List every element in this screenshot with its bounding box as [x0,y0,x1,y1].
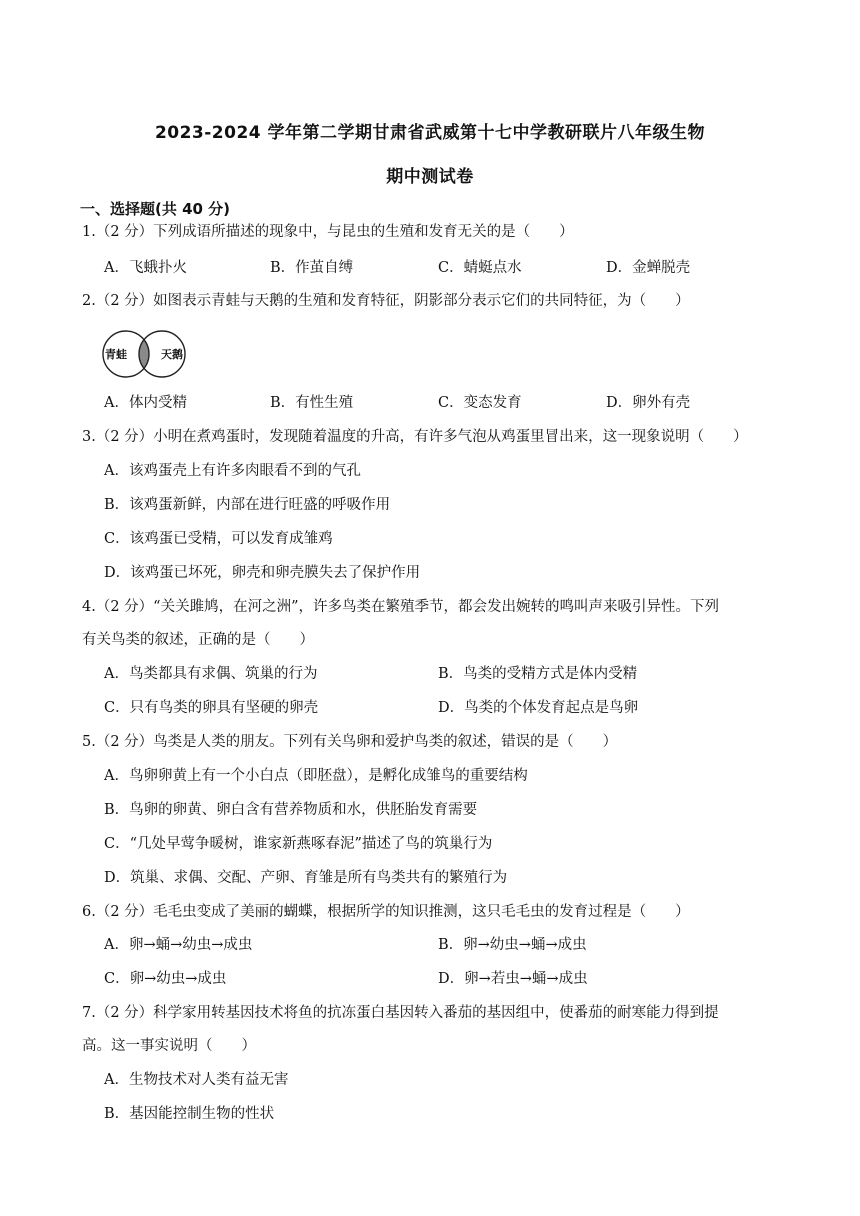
q4-option-b: B．鸟类的受精方式是体内受精 [438,666,638,682]
q7-option-a: A．生物技术对人类有益无害 [104,1072,289,1088]
q2-option-c: C．变态发育 [438,395,522,411]
q3-option-b: B．该鸡蛋新鲜，内部在进行旺盛的呼吸作用 [104,497,391,513]
q7-option-b: B．基因能控制生物的性状 [104,1106,275,1122]
question-3-stem: 3.（2 分）小明在煮鸡蛋时，发现随着温度的升高，有许多气泡从鸡蛋里冒出来，这一现象说明（ ） [82,429,748,445]
q4-option-d: D．鸟类的个体发育起点是鸟卵 [438,700,639,716]
q6-option-c: C．卵→幼虫→成虫 [104,971,227,987]
q2-option-b: B．有性生殖 [270,395,354,411]
q5-option-a: A．鸟卵卵黄上有一个小白点（即胚盘），是孵化成雏鸟的重要结构 [104,768,528,784]
q3-option-c: C．该鸡蛋已受精，可以发育成雏鸡 [104,531,333,547]
q2-option-d: D．卵外有壳 [606,395,691,411]
q3-option-d: D．该鸡蛋已坏死，卵壳和卵壳膜失去了保护作用 [104,565,421,581]
question-2-stem: 2.（2 分）如图表示青蛙与天鹅的生殖和发育特征，阴影部分表示它们的共同特征，为（ ） [82,293,690,309]
q5-option-d: D．筑巢、求偶、交配、产卵、育雏是所有鸟类共有的繁殖行为 [104,870,508,886]
q1-option-c: C．蜻蜓点水 [438,260,522,276]
question-4-stem-line2: 有关鸟类的叙述，正确的是（ ） [82,632,314,648]
question-1-stem: 1.（2 分）下列成语所描述的现象中，与昆虫的生殖和发育无关的是（ ） [82,224,574,240]
venn-label-frog: 青蛙 [105,348,127,361]
q4-option-c: C．只有鸟类的卵具有坚硬的卵壳 [104,700,319,716]
q2-option-a: A．体内受精 [104,395,187,411]
q5-option-c: C．“几处早莺争暖树，谁家新燕啄春泥”描述了鸟的筑巢行为 [104,836,493,852]
venn-label-swan: 天鹅 [161,348,183,361]
q5-option-b: B．鸟卵的卵黄、卵白含有营养物质和水，供胚胎发育需要 [104,802,478,818]
question-6-stem: 6.（2 分）毛毛虫变成了美丽的蝴蝶，根据所学的知识推测，这只毛毛虫的发育过程是（ ） [82,904,690,920]
q1-option-a: A．飞蛾扑火 [104,260,187,276]
exam-title-line2: 期中测试卷 [386,167,474,187]
question-7-stem-line1: 7.（2 分）科学家用转基因技术将鱼的抗冻蛋白基因转入番茄的基因组中，使番茄的耐寒能力得到提 [82,1005,719,1021]
q1-option-b: B．作茧自缚 [270,260,354,276]
question-4-stem-line1: 4.（2 分）“关关雎鸠，在河之洲”，许多鸟类在繁殖季节，都会发出婉转的鸣叫声来吸引异性。下列 [82,599,719,615]
venn-diagram [100,330,190,378]
q6-option-d: D．卵→若虫→蛹→成虫 [438,971,588,987]
section-heading: 一、选择题(共 40 分) [80,200,231,218]
q1-option-d: D．金蝉脱壳 [606,260,691,276]
question-5-stem: 5.（2 分）鸟类是人类的朋友。下列有关鸟卵和爱护鸟类的叙述，错误的是（ ） [82,734,618,750]
exam-title-line1: 2023-2024 学年第二学期甘肃省武威第十七中学教研联片八年级生物 [154,123,706,143]
q6-option-a: A．卵→蛹→幼虫→成虫 [104,937,253,953]
q3-option-a: A．该鸡蛋壳上有许多肉眼看不到的气孔 [104,463,361,479]
question-7-stem-line2: 高。这一事实说明（ ） [82,1038,256,1054]
q6-option-b: B．卵→幼虫→蛹→成虫 [438,937,587,953]
q4-option-a: A．鸟类都具有求偶、筑巢的行为 [104,666,318,682]
